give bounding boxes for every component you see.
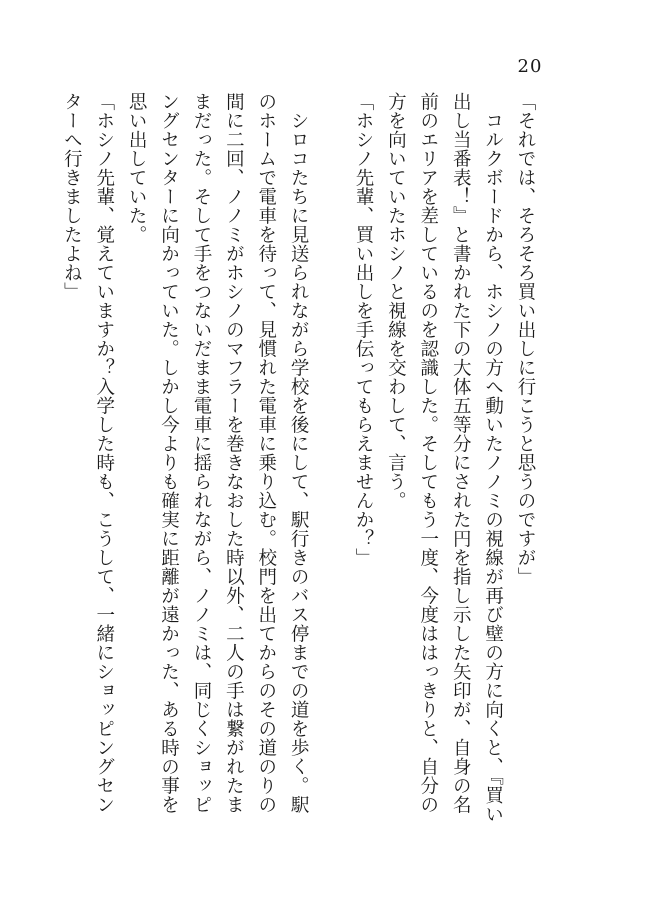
dialogue-line: 「それでは、そろそろ買い出しに行こうと思うのですが」 bbox=[515, 92, 536, 586]
page-number: 20 bbox=[517, 56, 543, 77]
narration-paragraph: シロコたちに見送られながら学校を後にして、駅行きのバス停までの道を歩く。駅のホームで電車を待って、見慣れた電車に乗り込む。校門を出てからのその道のりの間に二回、ノノミがホシノのマフラーを巻きなおした時以外、二人の手は繋がれたままだった。そして手をつないだまま電車に揺られながら、ノノミは、同じくショッピングセンターに向かっていた。しかし今よりも確実に距離が遠かった、ある時の事を思い出していた。 bbox=[126, 92, 310, 814]
blank-line bbox=[314, 92, 346, 832]
narration-paragraph: コルクボードから、ホシノの方へ動いたノノミの視線が再び壁の方に向くと、『買い出し当番表！』と書かれた下の大体五等分にされた円を指し示した矢印が、自身の名前のエリアを差しているのを認識した。そしてもう一度、今度ははっきりと、自分の方を向いていたホシノと視線を交わして、言う。 bbox=[385, 92, 504, 824]
dialogue-line: 「ホシノ先輩、覚えていますか？入学した時も、こうして、一緒にショッピングセンターへ行きましたよね」 bbox=[61, 92, 115, 814]
dialogue-line: 「ホシノ先輩、買い出しを手伝ってもらえませんか？」 bbox=[352, 92, 374, 567]
vertical-text-body bbox=[55, 92, 541, 832]
